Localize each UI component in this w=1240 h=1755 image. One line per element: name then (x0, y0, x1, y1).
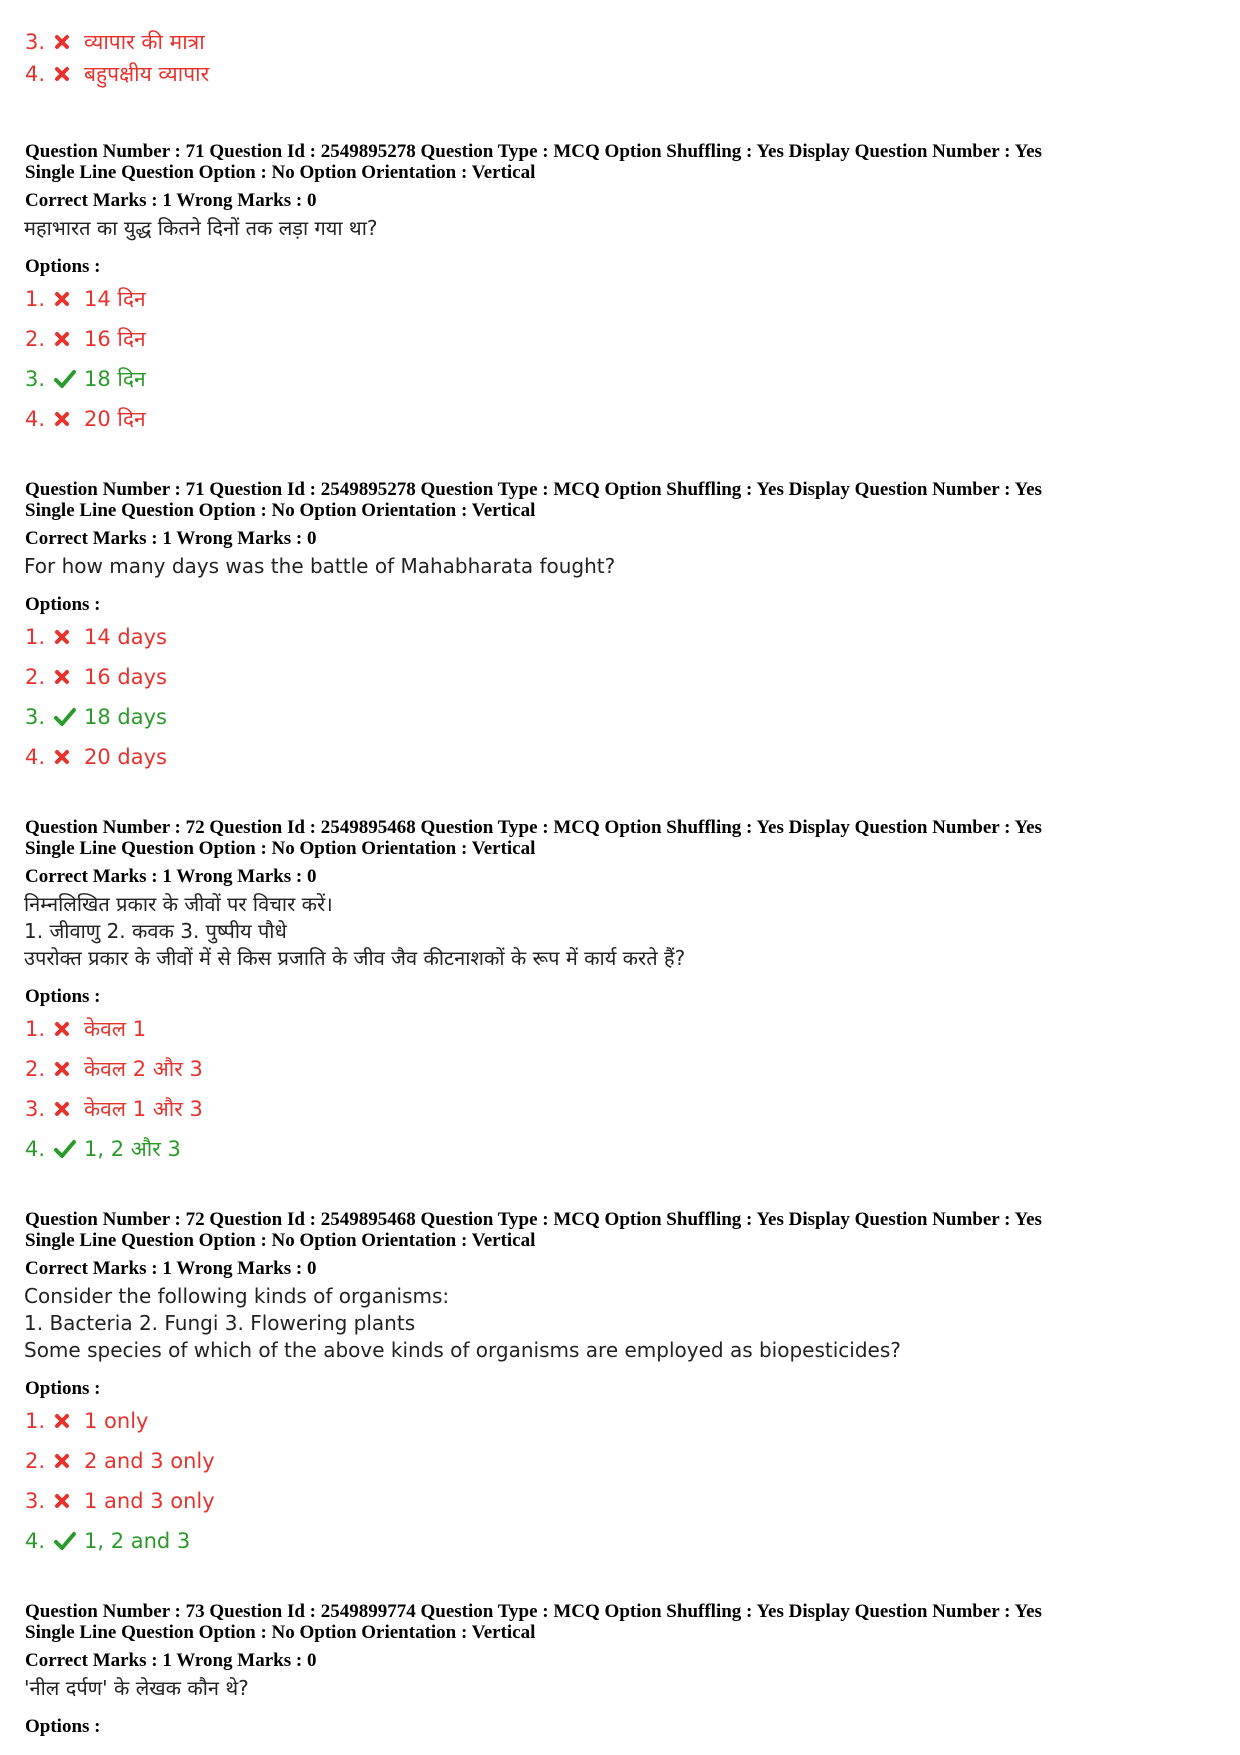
question-meta-line: Single Line Question Option : No Option Orientation : Vertical (25, 500, 536, 521)
question-meta-line: Question Number : 73 Question Id : 2549899774 Question Type : MCQ Option Shuffling : Yes Display Question Number : Yes (25, 1601, 1042, 1622)
cross-icon (54, 331, 84, 347)
question-meta-line: Question Number : 72 Question Id : 2549895468 Question Type : MCQ Option Shuffling : Yes Display Question Number : Yes (25, 817, 1042, 838)
option-text: केवल 1 (84, 1017, 147, 1041)
question-meta-line: Single Line Question Option : No Option Orientation : Vertical (25, 1622, 536, 1643)
option-number: 1. (25, 1017, 46, 1041)
option-row (25, 59, 209, 89)
option-number: 2. (25, 327, 46, 351)
option-text: 20 दिन (84, 407, 146, 431)
question-meta-line: Single Line Question Option : No Option Orientation : Vertical (25, 162, 536, 183)
question-marks: Correct Marks : 1 Wrong Marks : 0 (25, 1650, 317, 1671)
check-icon (54, 1532, 84, 1550)
option-text: 1, 2 और 3 (84, 1137, 181, 1161)
option-text: बहुपक्षीय व्यापार (84, 62, 210, 86)
question-marks: Correct Marks : 1 Wrong Marks : 0 (25, 190, 317, 211)
cross-icon (54, 411, 84, 427)
option-row (25, 284, 146, 314)
cross-icon (54, 1453, 84, 1469)
option-row (25, 1446, 215, 1476)
question-text: 1. जीवाणु 2. कवक 3. पुष्पीय पौधे (24, 919, 287, 943)
option-row (25, 27, 205, 57)
option-text: केवल 1 और 3 (84, 1097, 203, 1121)
option-number: 4. (25, 1529, 46, 1553)
option-text: 16 days (84, 665, 167, 689)
question-meta-line: Question Number : 71 Question Id : 2549895278 Question Type : MCQ Option Shuffling : Yes Display Question Number : Yes (25, 141, 1042, 162)
option-number: 3. (25, 367, 46, 391)
option-row (25, 404, 146, 434)
question-text: For how many days was the battle of Mahabharata fought? (24, 554, 616, 578)
question-marks: Correct Marks : 1 Wrong Marks : 0 (25, 866, 317, 887)
option-number: 4. (25, 407, 46, 431)
option-number: 4. (25, 1137, 46, 1161)
check-icon (54, 370, 84, 388)
cross-icon (54, 34, 84, 50)
option-text: 16 दिन (84, 327, 146, 351)
cross-icon (54, 1101, 84, 1117)
question-text: 1. Bacteria 2. Fungi 3. Flowering plants (24, 1311, 416, 1335)
option-text: व्यापार की मात्रा (84, 30, 205, 54)
option-row (25, 1134, 181, 1164)
option-text: 1 only (84, 1409, 149, 1433)
option-number: 3. (25, 705, 46, 729)
option-row (25, 1054, 203, 1084)
option-row (25, 742, 167, 772)
question-marks: Correct Marks : 1 Wrong Marks : 0 (25, 1258, 317, 1279)
check-icon (54, 1140, 84, 1158)
options-label: Options : (25, 594, 101, 615)
cross-icon (54, 291, 84, 307)
cross-icon (54, 669, 84, 685)
option-number: 1. (25, 287, 46, 311)
option-row (25, 1406, 148, 1436)
option-text: 14 दिन (84, 287, 146, 311)
question-meta-line: Question Number : 71 Question Id : 2549895278 Question Type : MCQ Option Shuffling : Yes Display Question Number : Yes (25, 479, 1042, 500)
option-number: 2. (25, 1057, 46, 1081)
question-text: उपरोक्त प्रकार के जीवों में से किस प्रजाति के जीव जैव कीटनाशकों के रूप में कार्य करते हैं? (24, 946, 686, 970)
question-text: Consider the following kinds of organisms: (24, 1284, 450, 1308)
option-row (25, 1014, 146, 1044)
question-text: Some species of which of the above kinds of organisms are employed as biopesticides? (24, 1338, 901, 1362)
option-row (25, 622, 167, 652)
question-meta-line: Question Number : 72 Question Id : 2549895468 Question Type : MCQ Option Shuffling : Yes Display Question Number : Yes (25, 1209, 1042, 1230)
question-text: निम्नलिखित प्रकार के जीवों पर विचार करें। (24, 892, 333, 916)
options-label: Options : (25, 1716, 101, 1737)
option-text: 1 and 3 only (84, 1489, 215, 1513)
question-meta-line: Single Line Question Option : No Option Orientation : Vertical (25, 838, 536, 859)
option-row (25, 324, 146, 354)
cross-icon (54, 1413, 84, 1429)
option-row (25, 1526, 190, 1556)
option-text: 1, 2 and 3 (84, 1529, 191, 1553)
option-row (25, 1486, 215, 1516)
options-label: Options : (25, 256, 101, 277)
option-row (25, 364, 146, 394)
options-label: Options : (25, 1378, 101, 1399)
option-row (25, 702, 167, 732)
cross-icon (54, 749, 84, 765)
option-number: 3. (25, 1097, 46, 1121)
cross-icon (54, 1061, 84, 1077)
question-text: महाभारत का युद्ध कितने दिनों तक लड़ा गया था? (24, 216, 378, 240)
option-number: 4. (25, 62, 46, 86)
cross-icon (54, 1021, 84, 1037)
option-number: 2. (25, 1449, 46, 1473)
option-text: केवल 2 और 3 (84, 1057, 203, 1081)
option-row (25, 662, 167, 692)
cross-icon (54, 1493, 84, 1509)
option-number: 3. (25, 30, 46, 54)
option-text: 20 days (84, 745, 167, 769)
check-icon (54, 708, 84, 726)
option-number: 1. (25, 1409, 46, 1433)
cross-icon (54, 66, 84, 82)
option-number: 2. (25, 665, 46, 689)
option-number: 1. (25, 625, 46, 649)
option-text: 14 days (84, 625, 167, 649)
option-row (25, 1094, 203, 1124)
options-label: Options : (25, 986, 101, 1007)
option-number: 3. (25, 1489, 46, 1513)
question-meta-line: Single Line Question Option : No Option Orientation : Vertical (25, 1230, 536, 1251)
question-marks: Correct Marks : 1 Wrong Marks : 0 (25, 528, 317, 549)
option-text: 2 and 3 only (84, 1449, 215, 1473)
option-text: 18 days (84, 705, 167, 729)
option-text: 18 दिन (84, 367, 146, 391)
option-number: 4. (25, 745, 46, 769)
cross-icon (54, 629, 84, 645)
question-text: 'नील दर्पण' के लेखक कौन थे? (24, 1676, 249, 1700)
